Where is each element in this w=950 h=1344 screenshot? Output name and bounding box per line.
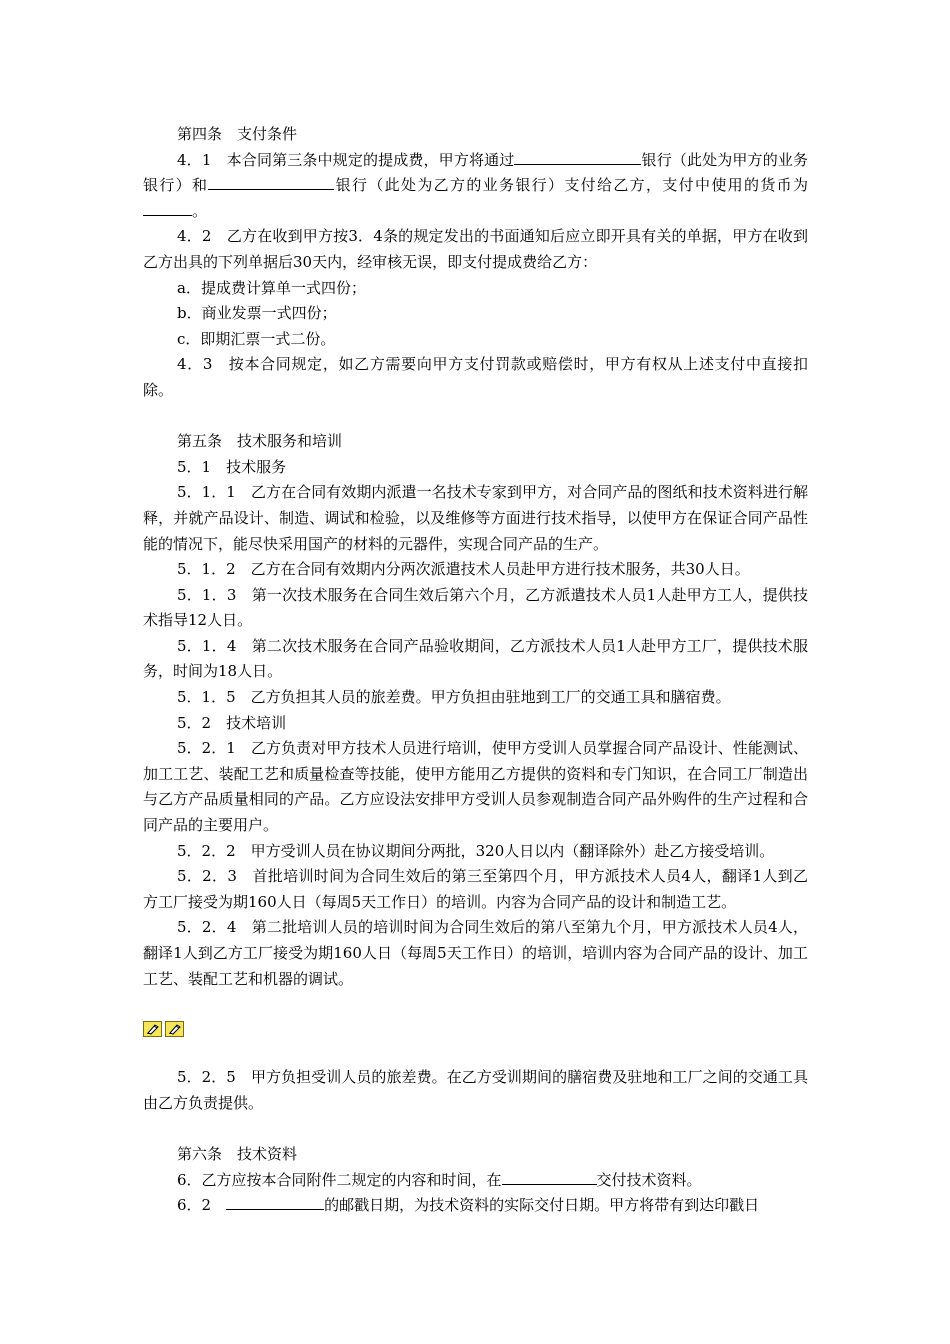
- edit-toolbar: [143, 1018, 808, 1040]
- section-4-title: 第四条 支付条件: [177, 125, 298, 143]
- clause-5-1: 5．1 技术服务: [177, 457, 287, 476]
- clause-6-1: 6．乙方应按本合同附件二规定的内容和时间，在 交付技术资料。: [143, 1168, 808, 1194]
- clause-6-2: 6．2 的邮戳日期，为技术资料的实际交付日期。甲方将带有到达印戳日: [143, 1193, 808, 1219]
- edit-icon[interactable]: [165, 1021, 184, 1037]
- list-item: b．商业发票一式四份；: [177, 304, 337, 323]
- clause-5-2-1: 5．2．1 乙方负责对甲方技术人员进行培训，使甲方受训人员掌握合同产品设计、性能测试、加工工艺、装配工艺和质量检查等技能，使甲方能用乙方提供的资料和专门知识，在合同工厂制造出与乙方产品质量相同的产品。乙方应设法安排甲方受训人员参观制造合同产品外购件的生产过程和合同产品的主要用户。: [143, 739, 808, 835]
- spacer: [143, 992, 808, 1018]
- list-item: c．即期汇票一式二份。: [177, 329, 336, 348]
- clause-4-2: 4．2 乙方在收到甲方按3．4条的规定发出的书面通知后应立即开具有关的单据，甲方在收到乙方出具的下列单据后30天内，经审核无误，即支付提成费给乙方：: [143, 227, 808, 271]
- spacer: [143, 404, 808, 430]
- clause-5-2-5: 5．2．5 甲方负担受训人员的旅差费。在乙方受训期间的膳宿费及驻地和工厂之间的交通工具由乙方负责提供。: [143, 1068, 808, 1112]
- blank-line: [502, 1168, 597, 1185]
- clause-4-1: 4．1 本合同第三条中规定的提成费，甲方将通过 银行（此处为甲方的业务银行）和 银行（此处为乙方的业务银行）支付给乙方，支付中使用的货币为。: [143, 148, 808, 225]
- clause-4-3: 4．3 按本合同规定，如乙方需要向甲方支付罚款或赔偿时，甲方有权从上述支付中直接扣除。: [143, 355, 808, 399]
- edit-icon[interactable]: [143, 1021, 162, 1037]
- blank-line: [226, 1194, 324, 1211]
- section-5-title: 第五条 技术服务和培训: [177, 432, 343, 451]
- clause-5-2-2: 5．2．2 甲方受训人员在协议期间分两批，320人日以内（翻译除外）赴乙方接受培训。: [177, 841, 775, 860]
- contract-body: [143, 122, 808, 1219]
- section-6-title: 第六条 技术资料: [177, 1145, 298, 1164]
- spacer: [143, 1040, 808, 1066]
- clause-5-1-1: 5．1．1 乙方在合同有效期内派遣一名技术专家到甲方，对合同产品的图纸和技术资料进行解释，并就产品设计、制造、调试和检验，以及维修等方面进行技术指导，以使甲方在保证合同产品性能的情况下，能尽快采用国产的材料的元器件，实现合同产品的生产。: [143, 483, 808, 553]
- clause-5-1-2: 5．1．2 乙方在合同有效期内分两次派遣技术人员赴甲方进行技术服务，共30人日。: [177, 560, 750, 579]
- blank-line: [143, 199, 192, 216]
- clause-5-1-5: 5．1．5 乙方负担其人员的旅差费。甲方负担由驻地到工厂的交通工具和膳宿费。: [177, 688, 731, 707]
- spacer: [143, 1117, 808, 1143]
- blank-line: [208, 173, 334, 190]
- list-item: a．提成费计算单一式四份；: [177, 278, 366, 297]
- clause-5-1-3: 5．1．3 第一次技术服务在合同生效后第六个月，乙方派遣技术人员1人赴甲方工人，提供技术指导12人日。: [143, 585, 808, 630]
- clause-5-2-4: 5．2．4 第二批培训人员的培训时间为合同生效后的第八至第九个月，甲方派技术人员4人，翻译1人到乙方工厂接受为期160人日（每周5天工作日）的培训，培训内容为合同产品的设计、加工工艺、装配工艺和机器的调试。: [143, 918, 808, 988]
- clause-5-2: 5．2 技术培训: [177, 713, 287, 732]
- blank-line: [514, 148, 641, 165]
- clause-5-1-4: 5．1．4 第二次技术服务在合同产品验收期间，乙方派技术人员1人赴甲方工厂，提供技术服务，时间为18人日。: [143, 636, 808, 681]
- clause-5-2-3: 5．2．3 首批培训时间为合同生效后的第三至第四个月，甲方派技术人员4人，翻译1人到乙方工厂接受为期160人日（每周5天工作日）的培训。内容为合同产品的设计和制造工艺。: [143, 867, 808, 911]
